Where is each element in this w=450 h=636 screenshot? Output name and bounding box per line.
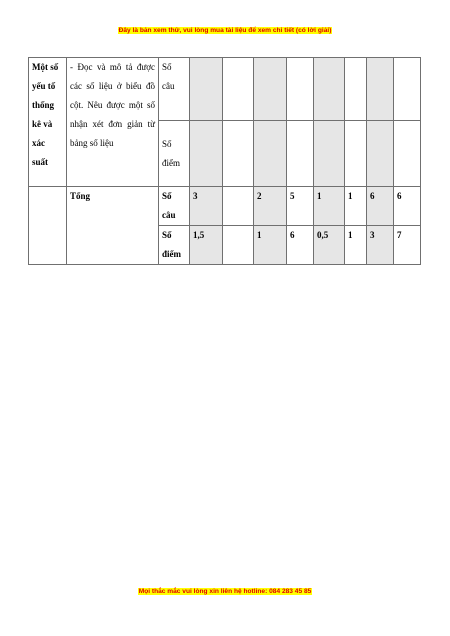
table-cell (367, 58, 394, 121)
total-so-diem-value: 1,5 (190, 226, 223, 265)
table-cell (345, 58, 367, 121)
preview-notice-text: Đây là bản xem thử, vui lòng mua tài liệu để xem chi tiết (có lời giải) (118, 27, 332, 34)
preview-notice-banner (0, 27, 450, 34)
total-so-diem-value: 0,5 (314, 226, 345, 265)
topic-cell: Một số yếu tố thống kê và xác suất (29, 58, 67, 187)
assessment-matrix-table (28, 57, 421, 265)
total-so-diem-value: 1 (254, 226, 287, 265)
total-so-diem-value (223, 226, 254, 265)
table-cell (394, 58, 421, 121)
row-label-so-diem: Số điểm (159, 121, 190, 187)
table-cell (367, 121, 394, 187)
total-so-cau-value: 2 (254, 187, 287, 226)
total-so-cau-value: 3 (190, 187, 223, 226)
table-cell (345, 121, 367, 187)
total-so-cau-value: 1 (314, 187, 345, 226)
table-cell (287, 121, 314, 187)
table-cell (314, 58, 345, 121)
content-cell: - Đọc và mô tả được các số liệu ở biểu đồ cột. Nêu được một số nhận xét đơn giản từ bảng số liệu (67, 58, 159, 187)
table-cell (254, 58, 287, 121)
table-cell (190, 58, 223, 121)
table-cell (223, 121, 254, 187)
total-label-so-diem: Số điểm (159, 226, 190, 265)
hotline-notice-text: Mọi thắc mắc vui lòng xin liên hệ hotline: 084 283 45 85 (138, 588, 312, 595)
row-label-so-cau: Số câu (159, 58, 190, 121)
table-row-so-cau (29, 58, 421, 121)
total-so-cau-value (223, 187, 254, 226)
total-so-diem-value: 1 (345, 226, 367, 265)
table-cell (314, 121, 345, 187)
table-cell (254, 121, 287, 187)
total-so-cau-value: 6 (394, 187, 421, 226)
table-cell (223, 58, 254, 121)
table-row-total-so-cau (29, 187, 421, 226)
total-label: Tổng (67, 187, 159, 265)
empty-cell (29, 187, 67, 265)
hotline-notice-banner (0, 588, 450, 595)
total-so-cau-value: 6 (367, 187, 394, 226)
total-so-diem-value: 7 (394, 226, 421, 265)
table-cell (287, 58, 314, 121)
total-so-cau-value: 1 (345, 187, 367, 226)
table-cell (190, 121, 223, 187)
total-so-cau-value: 5 (287, 187, 314, 226)
total-label-so-cau: Số câu (159, 187, 190, 226)
total-so-diem-value: 3 (367, 226, 394, 265)
total-so-diem-value: 6 (287, 226, 314, 265)
table-cell (394, 121, 421, 187)
